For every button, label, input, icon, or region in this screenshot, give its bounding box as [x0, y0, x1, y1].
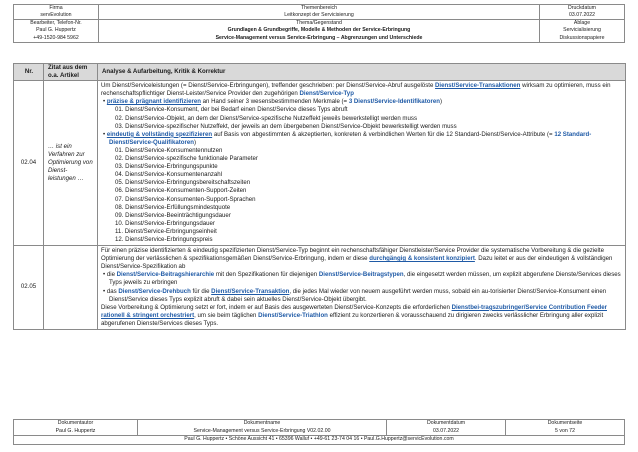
list-item: 07. Dienst/Service-Konsumenten-Support-Sprachen: [115, 195, 256, 203]
row-number: 02.05: [14, 246, 44, 330]
list-item: 10. Dienst/Service-Erbringungsdauer: [115, 219, 215, 227]
header-topic: Themenbereich Leitkonzept der Servicisierung: [98, 4, 540, 20]
list-item: 12. Dienst/Service-Erbringungspreis: [115, 235, 213, 243]
table-header-row: [14, 64, 626, 81]
list-item: 03. Dienst/Service-spezifischer Nutzeffekt, der jeweils an dem übergebenen Dienst/Service-Objekt bewerkstelligt werden muss: [115, 122, 457, 130]
list-item: 05. Dienst/Service-Erbringungsbereitschaftszeiten: [115, 179, 251, 187]
row-analysis: [98, 81, 626, 246]
col-header-quote: Zitat aus dem o.a. Artikel: [44, 64, 98, 81]
table-row: [14, 246, 626, 330]
header-filing: Ablage Servicialisierung Diskussionspapiere: [539, 19, 625, 43]
list-item: 04. Dienst/Service-Konsumentenanzahl: [115, 171, 223, 179]
footer-doc-name: Dokumentname Service-Management versus Service-Erbringung V02.02.00: [137, 419, 387, 436]
footer-address: Paul G. Huppertz • Schöne Aussicht 41 • 65396 Walluf • +49-61 23-74 04 16 • Paul.G.Huppertz@servicEvolution.com: [13, 435, 625, 445]
footer-page: Dokumentseite 5 von 72: [505, 419, 625, 436]
list-item: 06. Dienst/Service-Konsumenten-Support-Zeiten: [115, 187, 247, 195]
paragraph: Für einen präzise identifizierten & eindeutig spezifizierten Dienst/Service-Typ beginnt ein rechenschaftsfähiger Dienstleister/Service Provider die systematische Vorbereitung & die gezielte Optimierung der verlässlichen & spezifikationsgemäßen Dienst/Service-Erbringung, indem er diese durchgängig & konsistent konzipiert. Dazu leitet er aus der eindeutigen & vollständigen Dienst/Service-Spezifikation ab: [101, 247, 613, 271]
list-item: 01. Dienst/Service-Konsument, der bei Bedarf einen Dienst/Service dieses Typs abruft: [115, 106, 348, 114]
row-number: 02.04: [14, 81, 44, 246]
table-row: [14, 81, 626, 246]
row-quote: … ist ein Verfahren zur Optimierung von Dienst-leistungen …: [44, 81, 98, 246]
list-item: 08. Dienst/Service-Erfüllungsmindestquote: [115, 203, 231, 211]
bullet-item: • die Dienst/Service-Beitragshierarchie mit den Spezifikationen für diejenigen Dienst/Service-Beitragstypen, die eingesetzt werden müssen, um explizit abgerufene Dienste/Services dieses Typs jeweils zu erbringen: [103, 271, 621, 287]
analysis-table: [13, 63, 626, 330]
col-header-analysis: Analyse & Aufarbeitung, Kritik & Korrektur: [98, 64, 626, 81]
list-item: 03. Dienst/Service-Erbringungspunkte: [115, 163, 218, 171]
paragraph: Um Dienst/Serviceleistungen (= Dienst/Service-Erbringungen), treffender geschrieben: per Dienst/Service-Abruf ausgelöste Dienst/Service-Transaktionen wirksam zu optimieren, muss ein rechenschaftspflichtiger Dienst-Leister/Service Provider den zugehörigen Dienst/Service-Typ: [101, 82, 611, 98]
header-company: Firma servEvolution: [13, 4, 99, 20]
row-analysis: [98, 246, 626, 330]
header-print-date: Druckdatum 03.07.2022: [539, 4, 625, 20]
list-item: 01. Dienst/Service-Konsumentennutzen: [115, 146, 223, 154]
row-quote: [44, 246, 98, 330]
footer-doc-date: Dokumentdatum 03.07.2022: [386, 419, 506, 436]
list-item: 11. Dienst/Service-Erbringungseinheit: [115, 227, 217, 235]
col-header-nr: Nr.: [14, 64, 44, 81]
document-footer: [13, 419, 625, 447]
document-header: [13, 4, 625, 54]
paragraph: Diese Vorbereitung & Optimierung setzt er fort, indem er auf Basis des ausgewerteten Dienst/Service-Konzepts die erforderlichen Dienstbei-tragszubringer/Service Contribution Feeder rationell & stringent orchestriert, um sie beim täglichen Dienst/Service-Triathlon effizient zu konzertieren & vorausschauend zu dirigieren zwecks verlässlicher Erbringung aller explizit abgerufenen Dienste/Services dieses Typs.: [101, 303, 607, 327]
list-item: 02. Dienst/Service-spezifische funktionale Parameter: [115, 155, 258, 163]
header-subject: Thema/Gegenstand Grundlagen & Grundbegriffe, Modelle & Methoden der Service-Erbringung Service-Management versus Service-Erbringung – Abgrenzungen und Unterschiede: [98, 19, 540, 43]
list-item: 09. Dienst/Service-Beeinträchtigungsdauer: [115, 211, 231, 219]
header-author: Bearbeiter, Telefon-Nr. Paul G. Huppertz +49-1520-984 5962: [13, 19, 99, 43]
bullet-item: • präzise & prägnant identifizieren an Hand seiner 3 wesensbestimmenden Merkmale (= 3 Dienst/Service-Identifikatoren): [103, 98, 442, 106]
list-item: 02. Dienst/Service-Objekt, an dem der Dienst/Service-spezifische Nutzeffekt jeweils bewerkstelligt werden muss: [115, 114, 417, 122]
bullet-item: • eindeutig & vollständig spezifizieren auf Basis von abgestimmten & akzeptierten, konkreten & verbindlichen Werten für die 12 Standard-Dienst/Service-Attribute (= 12 Standard-Dienst/Service-Qualifikatoren): [103, 130, 592, 146]
bullet-item: • das Dienst/Service-Drehbuch für die Dienst/Service-Transaktion, die jedes Mal wieder von neuem ausgeführt werden muss, sobald ein au-torisierter Dienst/Service-Konsument einen Dienst/Service dieses Typs explizit abruft & dabei sein aktuelles Dienst/Service-Objekt übergibt.: [103, 287, 607, 303]
footer-author: Dokumentautor Paul G. Huppertz: [13, 419, 138, 436]
